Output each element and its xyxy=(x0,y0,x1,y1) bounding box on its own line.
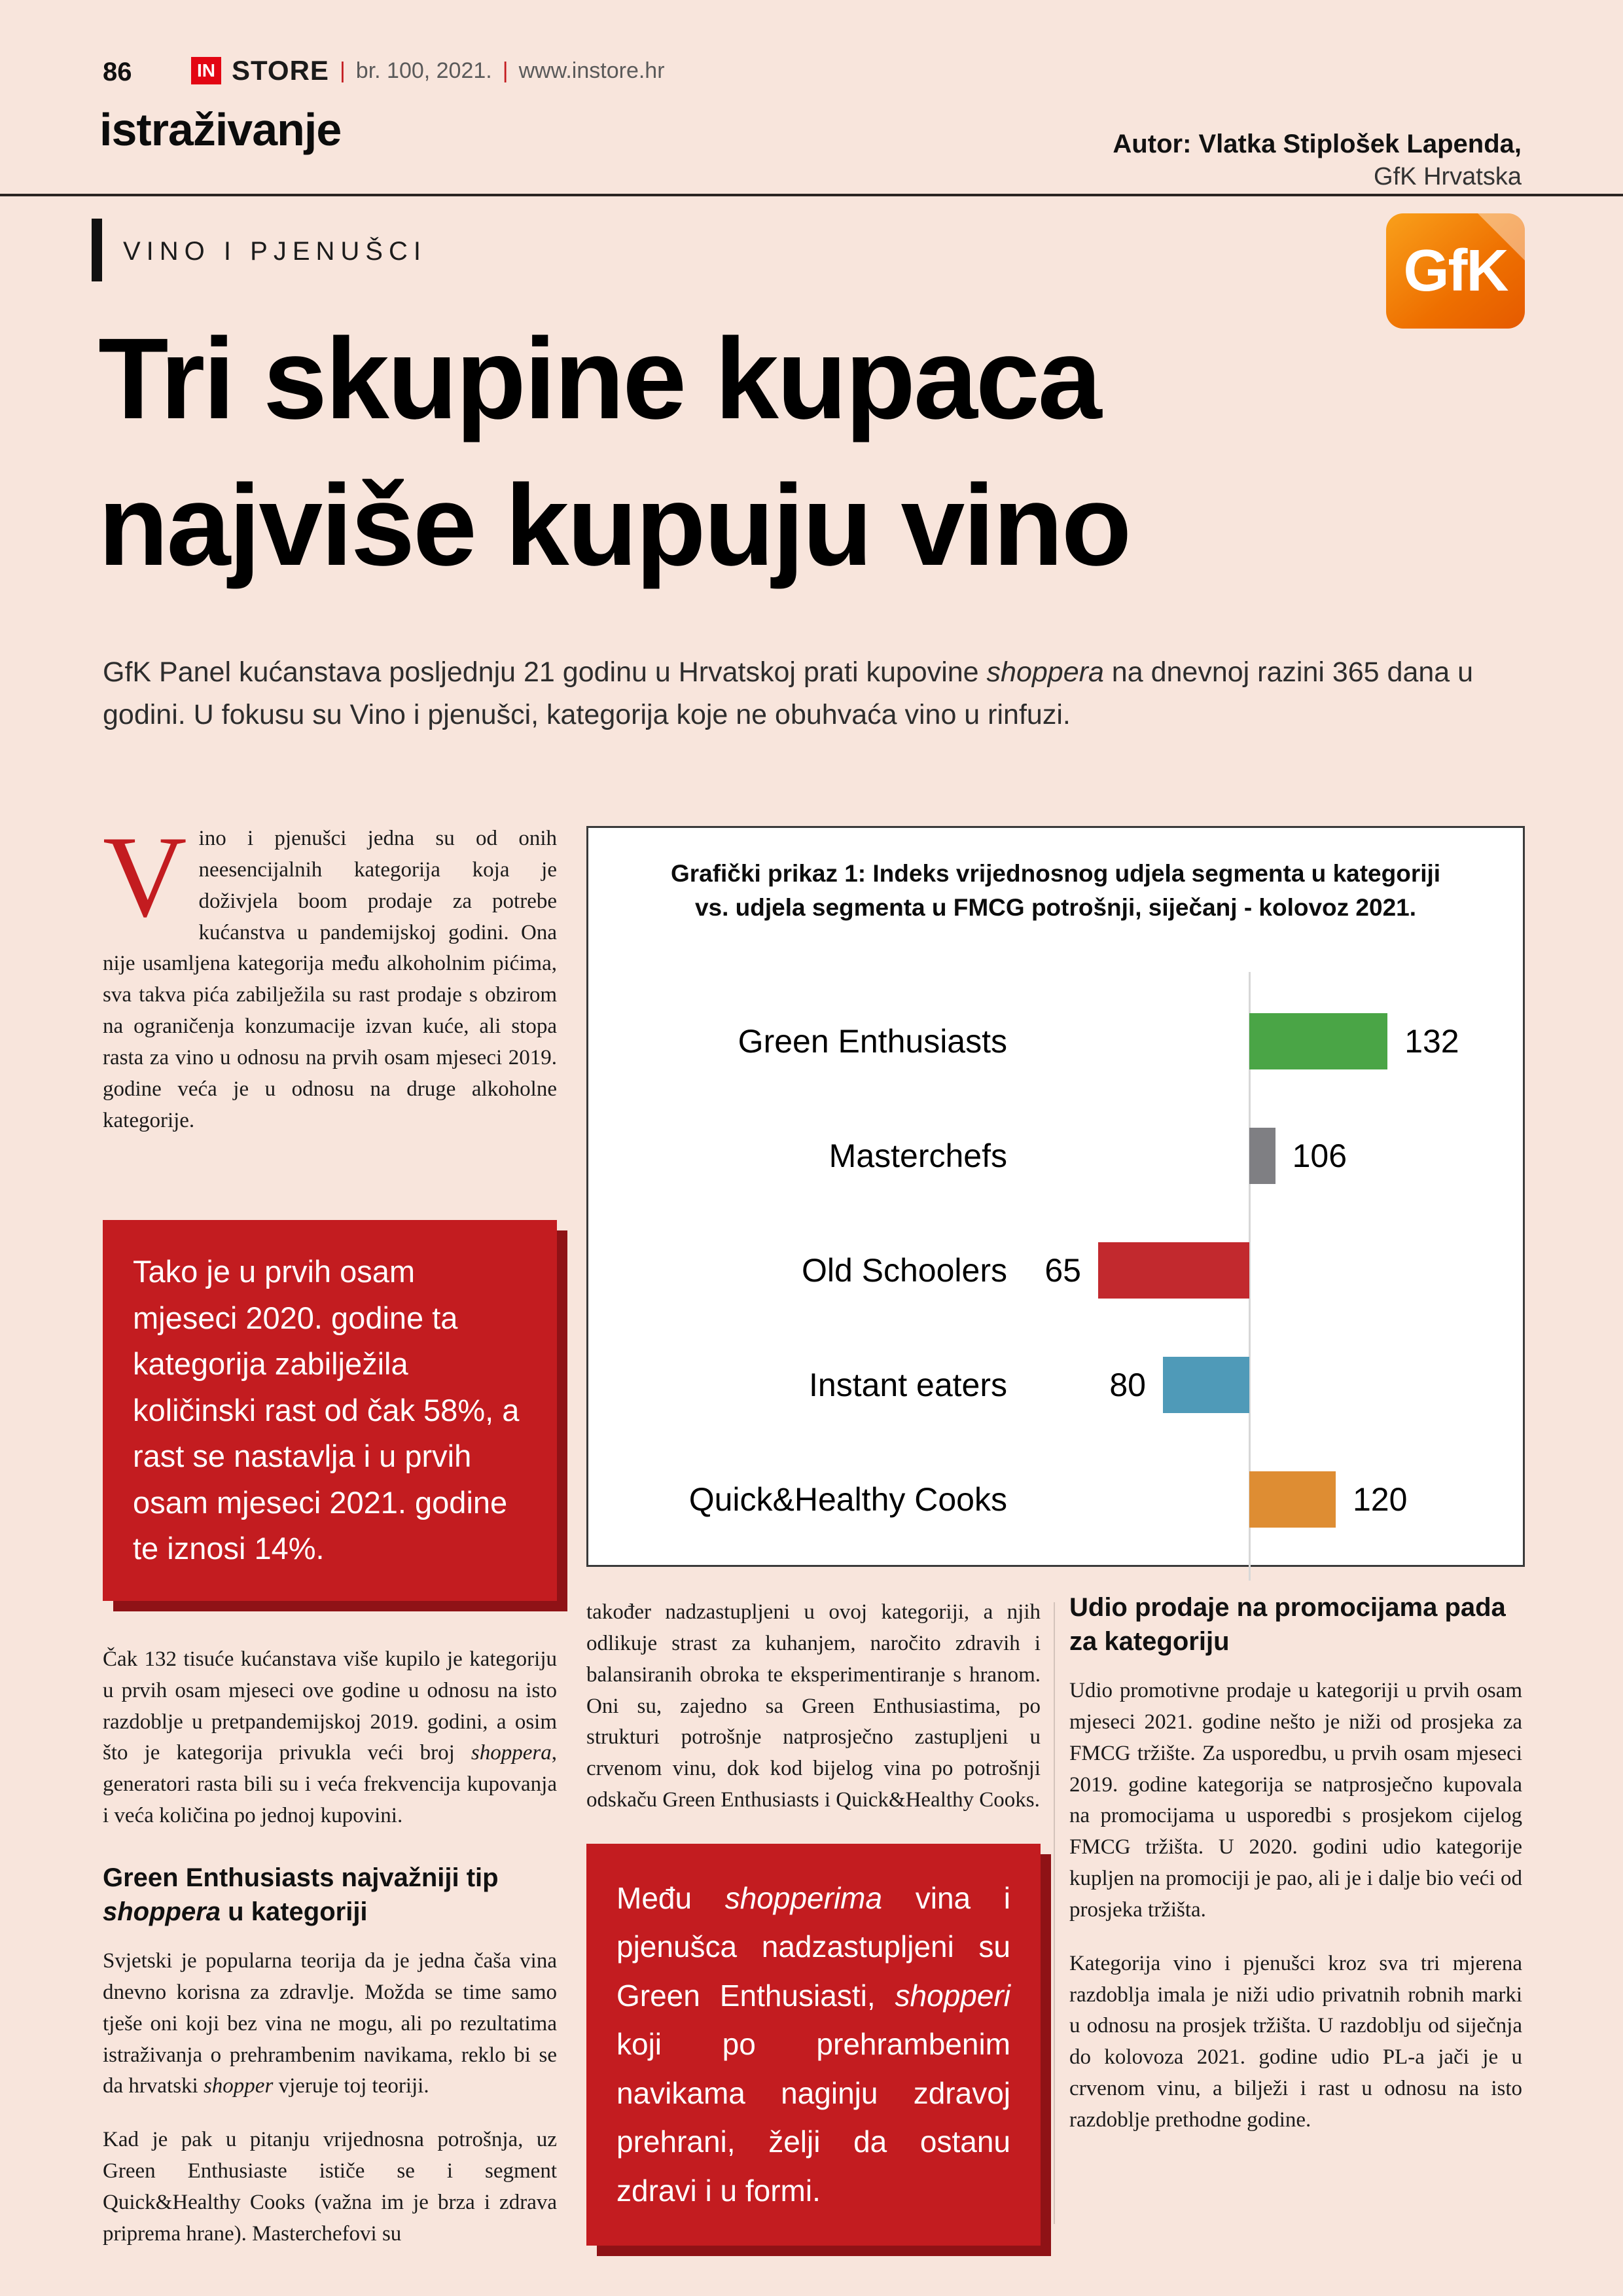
chart-row xyxy=(588,1213,1523,1327)
chart-plot xyxy=(588,984,1523,1556)
chart-bar xyxy=(1249,1471,1336,1528)
chart-row xyxy=(588,1098,1523,1213)
author-name: Autor: Vlatka Stiplošek Lapenda, xyxy=(1113,130,1522,158)
chart-panel xyxy=(586,826,1525,1567)
body-text: Čak 132 tisuće kućanstava više kupilo je kategoriju u prvih osam mjeseci ove godine u odnosu na isto razdoblje u pretpandemijskoj 2019. godini, a osim što je kategorija privukla veći broj xyxy=(103,1647,557,1765)
body-paragraph xyxy=(103,1946,557,2102)
lead-paragraph xyxy=(103,651,1524,736)
column-left xyxy=(103,812,557,2272)
subhead-italic-word: shoppera xyxy=(103,1897,221,1926)
headline-line1: Tri skupine kupaca xyxy=(98,315,1100,443)
chart-category-label: Masterchefs xyxy=(829,1137,1007,1174)
pull-quote-text: Tako je u prvih osam mjeseci 2020. godine ta kategorija zabilježila količinski rast od čak 58%, a rast se nastavlja i u prvih osam mjeseci 2021. godine te iznosi 14%. xyxy=(133,1254,520,1566)
chart-title xyxy=(588,828,1523,925)
chart-value-label: 80 xyxy=(1109,1366,1146,1403)
kicker-bar xyxy=(92,219,102,281)
drop-cap: V xyxy=(103,812,187,941)
chart-category-label: Old Schoolers xyxy=(801,1251,1007,1289)
subhead-green-enthusiasts xyxy=(103,1861,557,1929)
subhead-promotions: Udio prodaje na promocijama pada za kategoriju xyxy=(1069,1593,1506,1656)
instore-logo-icon: IN xyxy=(191,57,221,84)
chart-title-line2: vs. udjela segmenta u FMCG potrošnji, siječanj - kolovoz 2021. xyxy=(694,893,1417,921)
column-middle xyxy=(586,1597,1041,2246)
author-block xyxy=(1113,130,1522,191)
lead-text: GfK Panel kućanstava posljednju 21 godinu u Hrvatskoj prati kupovine xyxy=(103,656,987,688)
body-italic-word: shoppera xyxy=(471,1741,552,1765)
chart-category-label: Instant eaters xyxy=(809,1366,1007,1403)
chart-value-label: 132 xyxy=(1404,1022,1459,1060)
pull-quote-box-growth xyxy=(103,1220,557,1601)
body-paragraph: također nadzastupljeni u ovoj kategoriji, a njih odlikuje strast za kuhanjem, naročito zdravih i balansiranih obroka te eksperimentiranje s hranom. Oni su, zajedno sa Green Enthusiastima, po strukturi potrošnje natprosječno zastupljeni u crvenom vinu, dok kod bijelog vina po potrošnji odskaču Green Enthusiasts i Quick&Healthy Cooks. xyxy=(586,1600,1041,1812)
chart-value-label: 106 xyxy=(1292,1137,1347,1174)
pull-quote-text: koji po prehrambenim navikama naginju zdravoj prehrani, želji da ostanu zdravi i u formi. xyxy=(616,2027,1010,2208)
headline-line2: najviše kupuju vino xyxy=(98,461,1130,590)
subhead-text: u kategoriji xyxy=(221,1897,368,1926)
masthead xyxy=(191,55,665,86)
pull-quote-text: Među xyxy=(616,1880,725,1915)
page-number: 86 xyxy=(103,58,132,86)
subhead-text: Green Enthusiasts najvažniji tip xyxy=(103,1863,499,1892)
issue-number: br. 100, 2021. xyxy=(355,58,492,83)
pull-quote-box-shoppers xyxy=(586,1844,1041,2246)
column-right xyxy=(1069,1590,1522,2159)
chart-category-label: Quick&Healthy Cooks xyxy=(688,1480,1007,1518)
masthead-separator: | xyxy=(502,58,508,83)
column-divider xyxy=(1054,1602,1055,2224)
body-paragraph: Udio promotivne prodaje u kategoriji u prvih osam mjeseci 2021. godine nešto je niži od prosjeka za FMCG tržište. Za usporedbu, u prvih osam mjeseci 2019. godine kategorija se natprosječno kupovala na promocijama u usporedbi s prosjekom cijelog FMCG tržišta. U 2020. godini udio kategorije kupljen na promociji je pao, ali je i dalje bio veći od prosjeka tržišta. xyxy=(1069,1679,1522,1922)
masthead-separator: | xyxy=(339,58,346,83)
body-paragraph: Kategorija vino i pjenušci kroz sva tri mjerena razdoblja imala je niži udio privatnih robnih marki u odnosu na prosjek tržišta. U razdoblju od siječnja do kolovoza 2021. godine udio PL-a jači je u crvenom vinu, a bilježi i rast u odnosu na isto razdoblje prethodne godine. xyxy=(1069,1951,1522,2132)
chart-row xyxy=(588,984,1523,1098)
lead-italic-word: shoppera xyxy=(986,656,1104,688)
chart-value-label: 65 xyxy=(1044,1251,1081,1289)
intro-paragraph xyxy=(103,812,557,1136)
category-kicker: VINO I PJENUŠCI xyxy=(123,237,427,266)
website-link[interactable]: www.instore.hr xyxy=(518,58,665,83)
gfk-logo xyxy=(1386,213,1525,329)
chart-bar xyxy=(1098,1242,1249,1299)
body-paragraph: Kad je pak u pitanju vrijednosna potrošnja, uz Green Enthusiaste ističe se i segment Quick&Healthy Cooks (važna im je brza i zdrava priprema hrane). Masterchefovi su xyxy=(103,2128,557,2246)
body-text: vjeruje toj teoriji. xyxy=(273,2074,429,2098)
gfk-logo-text: GfK xyxy=(1403,238,1508,304)
pull-quote-text: vina i pjenušca nadzastupljeni su Green Enthusiasti, xyxy=(616,1880,1010,2013)
body-text: , generatori rasta bili su i veća frekvencija kupovanja i veća količina po jednoj kupovini. xyxy=(103,1741,557,1828)
intro-text: ino i pjenušci jedna su od onih neesencijalnih kategorija koja je doživjela boom prodaje za potrebe kućanstva u pandemijskoj godini. Ona nije usamljena kategorija među alkoholnim pićima, sva takva pića zabilježila su rast prodaje s obzirom na ograničenja konzumacije izvan kuće, ali stopa rasta za vino u odnosu na prvih osam mjeseci 2019. godine veća je u odnosu na druge alkoholne kategorije. xyxy=(103,827,557,1132)
author-organization: GfK Hrvatska xyxy=(1374,163,1522,190)
chart-row xyxy=(588,1327,1523,1442)
chart-bar xyxy=(1249,1128,1275,1184)
chart-value-label: 120 xyxy=(1353,1480,1408,1518)
instore-logo-text: STORE xyxy=(232,55,329,86)
chart-bar xyxy=(1249,1013,1387,1069)
body-text: Svjetski je popularna teorija da je jedna čaša vina dnevno korisna za zdravlje. Možda se time samo tješe oni koji bez vina ne mogu, ali po rezultatima istraživanja o prehrambenim navikama, reklo bi se da hrvatski xyxy=(103,1949,557,2098)
pull-quote-italic-word: shopperi xyxy=(895,1978,1010,2013)
body-paragraph xyxy=(103,1644,557,1832)
section-title: istraživanje xyxy=(99,104,342,155)
chart-category-label: Green Enthusiasts xyxy=(738,1022,1007,1060)
header-divider xyxy=(0,194,1623,196)
chart-bar xyxy=(1163,1357,1249,1413)
chart-row xyxy=(588,1442,1523,1556)
pull-quote-italic-word: shopperima xyxy=(724,1880,883,1915)
chart-title-line1: Grafički prikaz 1: Indeks vrijednosnog udjela segmenta u kategoriji xyxy=(670,860,1441,887)
body-italic-word: shopper xyxy=(203,2074,274,2098)
lead-text: na dnevnoj razini 365 dana u godini. U fokusu su Vino i pjenušci, kategorija koje ne obuhvaća vino u rinfuzi. xyxy=(103,656,1474,730)
article-headline xyxy=(98,306,1130,599)
